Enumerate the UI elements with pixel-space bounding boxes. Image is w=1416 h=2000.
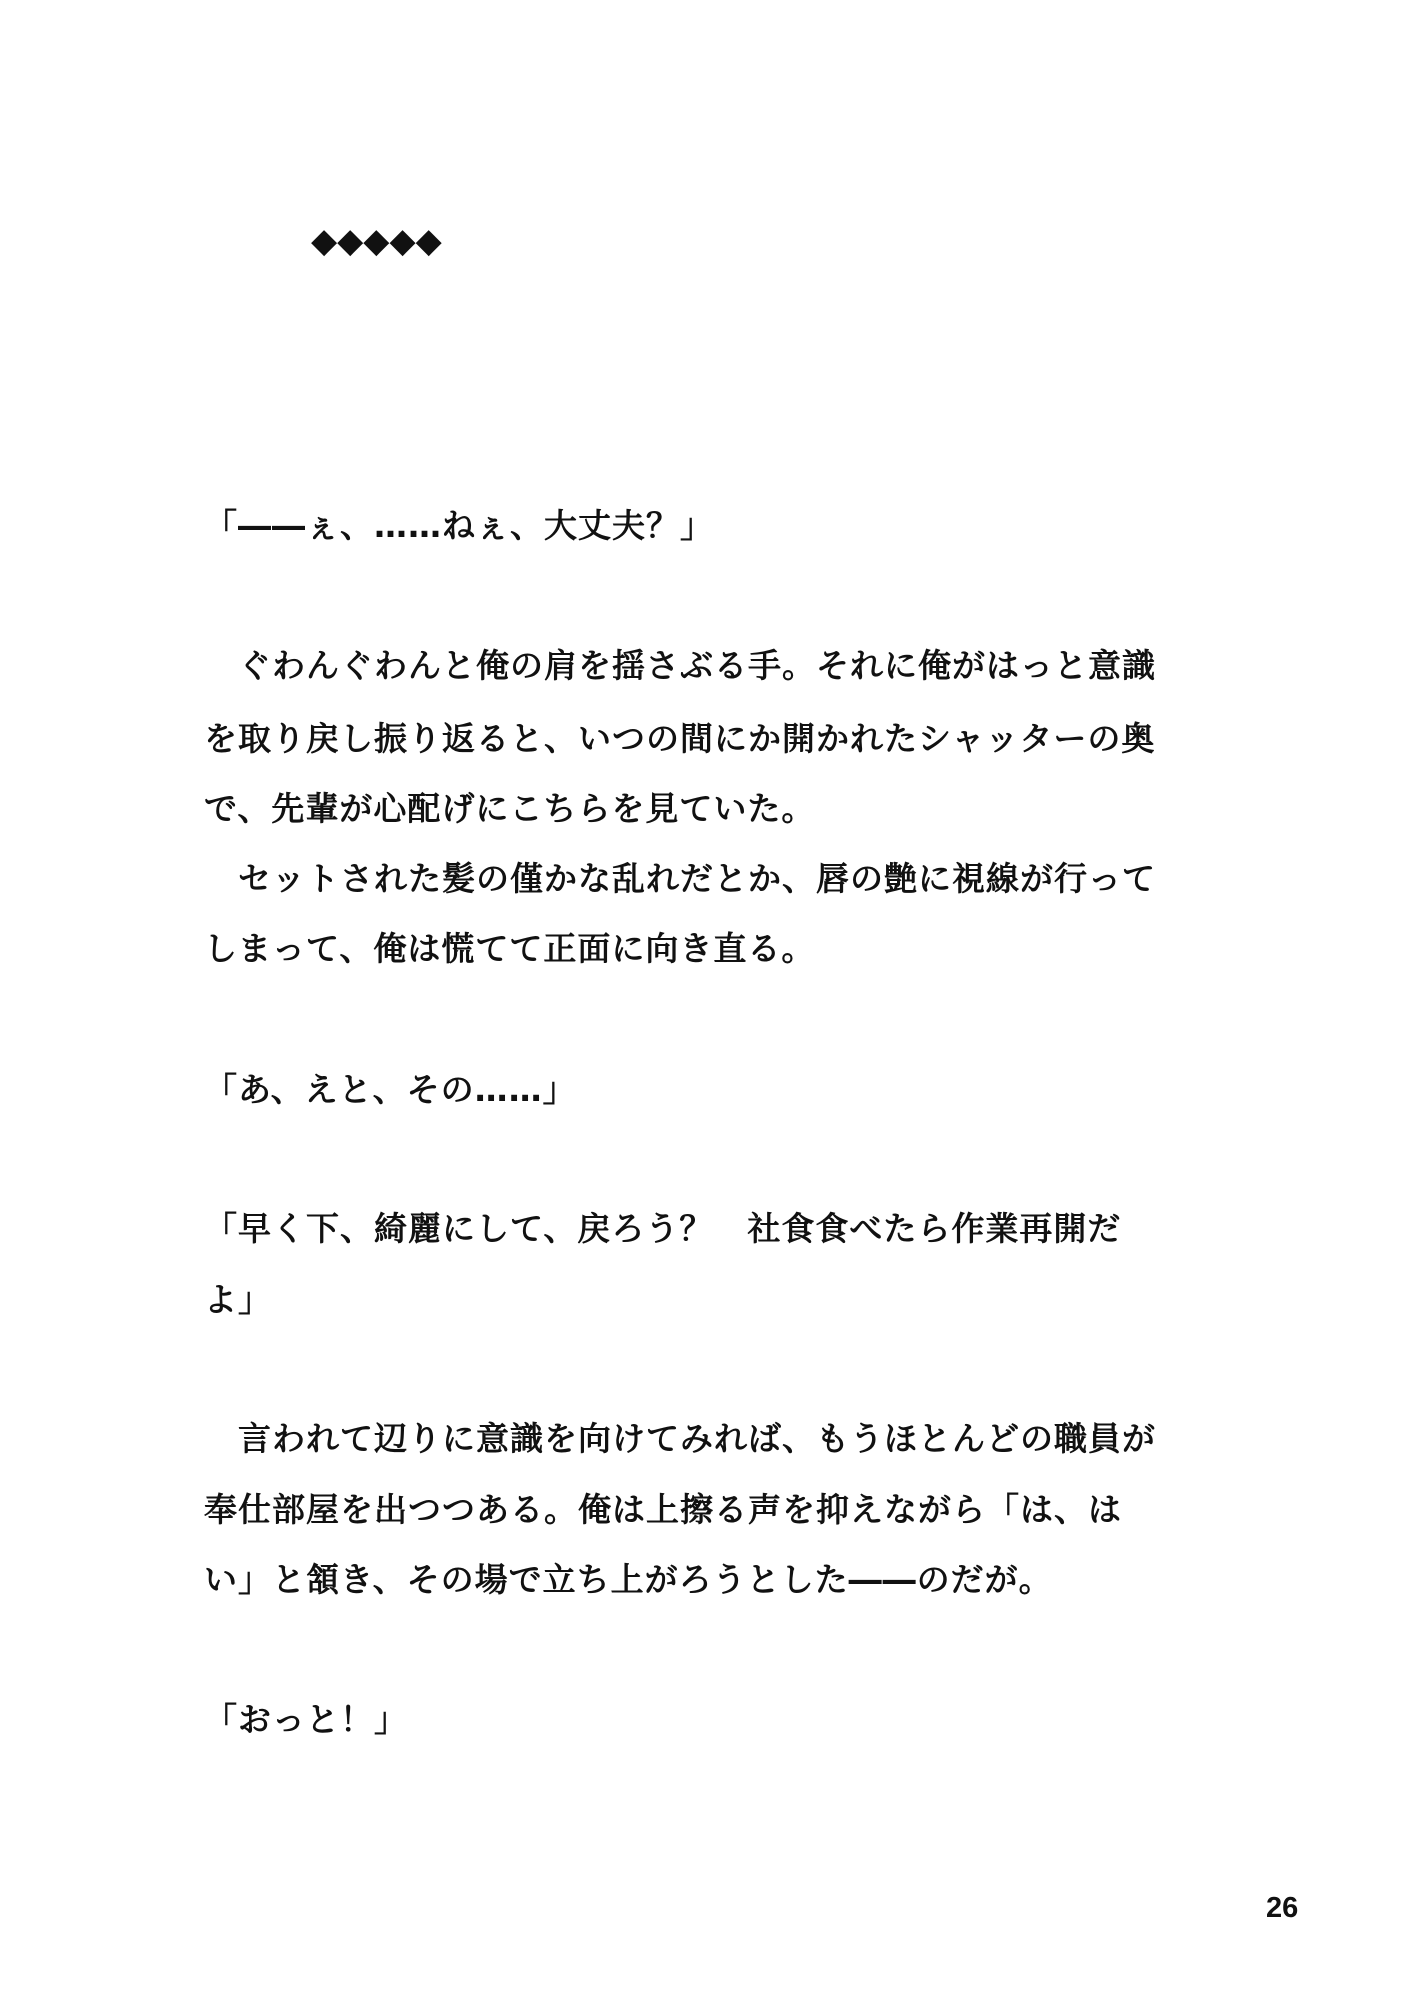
dialogue-line-2: 「あ、えと、その……」	[204, 1070, 577, 1109]
dialogue-line-3-continued: よ」	[204, 1280, 272, 1319]
body-line-6: 言われて辺りに意識を向けてみれば、もうほとんどの職員が	[204, 1419, 1156, 1458]
section-separator: ◆◆◆◆◆	[311, 221, 442, 261]
dialogue-line-3: 「早く下、綺麗にして、戻ろう？ 社食食べたら作業再開だ	[204, 1209, 1122, 1248]
body-line-7: 奉仕部屋を出つつある。俺は上擦る声を抑えながら「は、は	[204, 1490, 1122, 1529]
body-line-8: い」と頷き、その場で立ち上がろうとした――のだが。	[204, 1560, 1053, 1599]
body-line-2: を取り戻し振り返ると、いつの間にか開かれたシャッターの奥	[204, 719, 1156, 758]
dialogue-line-1: 「――ぇ、……ねぇ、大丈夫？」	[204, 506, 714, 545]
body-line-5: しまって、俺は慌てて正面に向き直る。	[204, 929, 816, 968]
body-line-1: ぐわんぐわんと俺の肩を揺さぶる手。それに俺がはっと意識	[204, 646, 1156, 685]
page-number: 26	[1266, 1892, 1299, 1924]
body-line-4: セットされた髪の僅かな乱れだとか、唇の艶に視線が行って	[204, 859, 1156, 898]
body-line-3: で、先輩が心配げにこちらを見ていた。	[204, 789, 816, 828]
dialogue-line-4: 「おっと！」	[204, 1700, 408, 1739]
